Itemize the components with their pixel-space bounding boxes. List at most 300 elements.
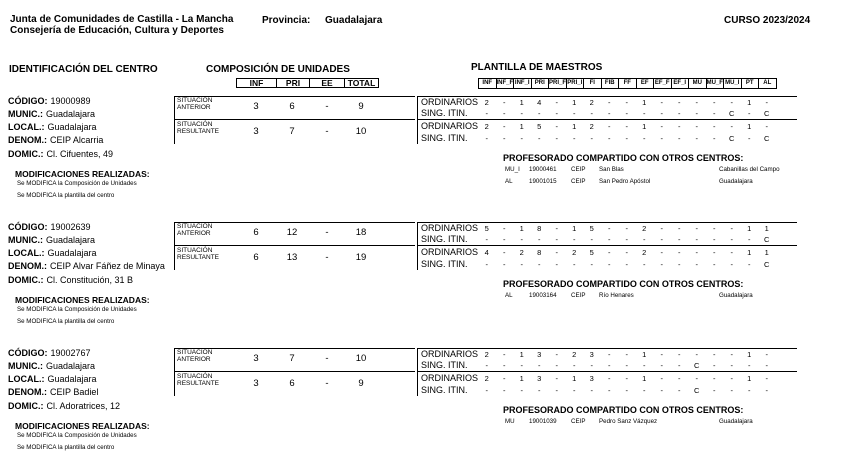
teacher-value: 2 xyxy=(484,374,489,383)
shared-loc: Guadalajara xyxy=(719,292,753,299)
teacher-col-header: PT xyxy=(741,78,760,89)
munic-value: Guadalajara xyxy=(46,235,96,245)
teacher-value: - xyxy=(678,224,681,233)
center-domic xyxy=(8,401,120,411)
teacher-value: - xyxy=(730,235,733,244)
teacher-value: - xyxy=(660,98,663,107)
unit-value-resultante: 6 xyxy=(289,378,295,389)
teacher-value: - xyxy=(573,361,576,370)
teacher-value: C xyxy=(729,109,735,118)
modificacion-item: Se MODIFICA la Composición de Unidades xyxy=(17,432,137,439)
teacher-value: 1 xyxy=(747,374,752,383)
modificaciones-title: MODIFICACIONES REALIZADAS: xyxy=(15,169,150,179)
teacher-value: - xyxy=(713,374,716,383)
teacher-value: - xyxy=(503,98,506,107)
teacher-value: C xyxy=(764,260,770,269)
teacher-col-header: INF_F xyxy=(496,78,515,89)
teacher-value: 4 xyxy=(537,98,542,107)
teacher-col-header: MU xyxy=(688,78,707,89)
teacher-value: - xyxy=(660,224,663,233)
local-value: Guadalajara xyxy=(47,248,97,258)
teacher-value: - xyxy=(713,235,716,244)
teacher-value: - xyxy=(625,224,628,233)
modificacion-item: Se MODIFICA la Composición de Unidades xyxy=(17,180,137,187)
sit-word: SITUACIÓN xyxy=(177,247,213,254)
denom-value: CEIP Alvar Fáñez de Minaya xyxy=(50,261,165,271)
munic-value: Guadalajara xyxy=(46,361,96,371)
teacher-value: - xyxy=(678,374,681,383)
teacher-value: - xyxy=(730,350,733,359)
teacher-col-header: MU_F xyxy=(706,78,725,89)
teacher-value: - xyxy=(485,109,488,118)
unit-value-resultante: 13 xyxy=(286,252,298,263)
teacher-value: - xyxy=(695,235,698,244)
teacher-value: - xyxy=(730,122,733,131)
teacher-value: - xyxy=(503,374,506,383)
teacher-col-header: FF xyxy=(618,78,637,89)
teacher-value: - xyxy=(485,260,488,269)
divider xyxy=(417,222,418,270)
teacher-value: - xyxy=(748,260,751,269)
teacher-value: - xyxy=(520,361,523,370)
teacher-value: - xyxy=(520,134,523,143)
teacher-col-header: EF_I xyxy=(671,78,690,89)
teacher-value: - xyxy=(643,235,646,244)
domic-value: Cl. Cifuentes, 49 xyxy=(46,149,114,159)
center-denom xyxy=(8,135,103,145)
teacher-value: - xyxy=(555,260,558,269)
teacher-value: - xyxy=(625,235,628,244)
teacher-col-header: PRI xyxy=(531,78,550,89)
ordinarios-label: ORDINARIOS xyxy=(421,97,479,107)
shared-name: Pedro Sanz Vázquez xyxy=(599,418,658,425)
local-label: LOCAL.: xyxy=(8,122,45,132)
teacher-value: - xyxy=(503,235,506,244)
center-denom xyxy=(8,261,165,271)
teacher-value: - xyxy=(538,361,541,370)
teacher-value: - xyxy=(730,374,733,383)
unit-value-anterior: 3 xyxy=(253,101,259,112)
teacher-value: - xyxy=(713,386,716,395)
unit-value-anterior: 10 xyxy=(355,353,367,364)
codigo-label: CÓDIGO: xyxy=(8,348,48,358)
teacher-value: C xyxy=(694,361,700,370)
teacher-value: - xyxy=(625,374,628,383)
teacher-value: 1 xyxy=(642,374,647,383)
codigo-value: 19002767 xyxy=(50,348,91,358)
teacher-value: - xyxy=(538,386,541,395)
divider xyxy=(174,222,175,270)
shared-name: San Pedro Apóstol xyxy=(599,178,651,185)
codigo-label: CÓDIGO: xyxy=(8,96,48,106)
shared-code: 19001039 xyxy=(529,418,557,425)
sit-kind: ANTERIOR xyxy=(177,230,211,237)
teacher-value: - xyxy=(695,248,698,257)
teacher-value: - xyxy=(748,361,751,370)
section-composicion: COMPOSICIÓN DE UNIDADES xyxy=(206,64,350,75)
teacher-value: - xyxy=(538,109,541,118)
unit-col-header: PRI xyxy=(276,78,310,88)
munic-label: MUNIC.: xyxy=(8,109,43,119)
shared-loc: Guadalajara xyxy=(719,418,753,425)
domic-value: Cl. Constitución, 31 B xyxy=(46,275,134,285)
teacher-value: - xyxy=(538,235,541,244)
teacher-value: - xyxy=(485,386,488,395)
unit-value-resultante: 3 xyxy=(253,126,259,137)
situacion-resultante-label xyxy=(177,247,219,261)
teacher-value: - xyxy=(643,386,646,395)
teacher-value: - xyxy=(520,235,523,244)
unit-value-anterior: 9 xyxy=(358,101,364,112)
teacher-value: - xyxy=(608,134,611,143)
ordinarios-label: ORDINARIOS xyxy=(421,373,479,383)
teacher-value: 1 xyxy=(572,374,577,383)
teacher-value: - xyxy=(625,260,628,269)
teacher-value: - xyxy=(625,98,628,107)
teacher-value: 3 xyxy=(589,350,594,359)
teacher-value: - xyxy=(590,109,593,118)
teacher-value: - xyxy=(625,248,628,257)
teacher-value: - xyxy=(695,134,698,143)
unit-value-anterior: 12 xyxy=(286,227,298,238)
modificaciones-title: MODIFICACIONES REALIZADAS: xyxy=(15,295,150,305)
teacher-value: - xyxy=(730,386,733,395)
teacher-value: - xyxy=(573,386,576,395)
teacher-value: C xyxy=(694,386,700,395)
org-department: Consejería de Educación, Cultura y Deportes xyxy=(10,25,224,36)
teacher-col-header: INF xyxy=(478,78,497,89)
teacher-value: 1 xyxy=(572,224,577,233)
teacher-value: - xyxy=(713,361,716,370)
teacher-value: - xyxy=(555,248,558,257)
teacher-value: 1 xyxy=(519,122,524,131)
teacher-value: - xyxy=(625,134,628,143)
teacher-value: - xyxy=(573,109,576,118)
teacher-value: - xyxy=(608,374,611,383)
domic-value: Cl. Adoratrices, 12 xyxy=(46,401,121,411)
teacher-value: - xyxy=(485,361,488,370)
teacher-value: - xyxy=(608,386,611,395)
local-value: Guadalajara xyxy=(47,374,97,384)
teacher-value: - xyxy=(678,122,681,131)
teacher-value: 1 xyxy=(747,98,752,107)
teacher-value: 2 xyxy=(519,248,524,257)
teacher-value: - xyxy=(695,109,698,118)
denom-label: DENOM.: xyxy=(8,261,47,271)
modificacion-item: Se MODIFICA la Composición de Unidades xyxy=(17,306,137,313)
teacher-value: - xyxy=(608,98,611,107)
teacher-value: - xyxy=(503,386,506,395)
teacher-value: - xyxy=(660,235,663,244)
teacher-col-header: FI xyxy=(583,78,602,89)
denom-value: CEIP Alcarria xyxy=(50,135,104,145)
unit-col-header: INF xyxy=(236,78,277,88)
unit-value-anterior: 6 xyxy=(289,101,295,112)
unit-value-anterior: 6 xyxy=(253,227,259,238)
shared-code: 19003164 xyxy=(529,292,557,299)
sit-kind: RESULTANTE xyxy=(177,128,220,135)
teacher-value: - xyxy=(678,350,681,359)
sing_itin-label: SING. ITIN. xyxy=(421,234,468,244)
center-local xyxy=(8,122,97,132)
teacher-value: - xyxy=(625,122,628,131)
unit-value-resultante: 10 xyxy=(355,126,367,137)
teacher-value: 5 xyxy=(537,122,542,131)
divider xyxy=(174,245,415,246)
teacher-value: 1 xyxy=(747,350,752,359)
divider xyxy=(174,96,175,144)
modificacion-item: Se MODIFICA la plantilla del centro xyxy=(17,192,115,199)
unit-value-anterior: - xyxy=(325,353,329,364)
teacher-value: - xyxy=(713,109,716,118)
teacher-value: - xyxy=(678,98,681,107)
unit-value-resultante: 19 xyxy=(355,252,367,263)
teacher-value: - xyxy=(608,248,611,257)
unit-value-resultante: - xyxy=(325,378,329,389)
divider xyxy=(417,119,797,120)
teacher-value: - xyxy=(590,386,593,395)
teacher-value: - xyxy=(713,224,716,233)
sit-word: SITUACIÓN xyxy=(177,223,213,230)
teacher-value: 2 xyxy=(484,122,489,131)
ordinarios-label: ORDINARIOS xyxy=(421,349,479,359)
teacher-value: - xyxy=(573,134,576,143)
ordinarios-label: ORDINARIOS xyxy=(421,247,479,257)
teacher-value: - xyxy=(660,122,663,131)
sing_itin-label: SING. ITIN. xyxy=(421,108,468,118)
teacher-value: - xyxy=(643,109,646,118)
teacher-value: - xyxy=(678,361,681,370)
teacher-value: - xyxy=(695,224,698,233)
center-domic xyxy=(8,275,133,285)
teacher-value: - xyxy=(520,109,523,118)
center-codigo xyxy=(8,96,91,106)
teacher-value: 2 xyxy=(572,350,577,359)
teacher-value: - xyxy=(730,248,733,257)
shared-type: CEIP xyxy=(571,166,586,173)
teacher-value: - xyxy=(713,350,716,359)
teacher-value: - xyxy=(695,374,698,383)
teacher-col-header: FIB xyxy=(601,78,620,89)
teacher-value: 1 xyxy=(642,350,647,359)
teacher-value: - xyxy=(660,374,663,383)
unit-value-resultante: - xyxy=(325,126,329,137)
teacher-value: - xyxy=(730,361,733,370)
divider xyxy=(174,371,415,372)
teacher-value: - xyxy=(660,109,663,118)
teacher-value: 1 xyxy=(764,224,769,233)
teacher-value: - xyxy=(765,386,768,395)
teacher-value: 1 xyxy=(642,98,647,107)
teacher-value: 1 xyxy=(519,224,524,233)
teacher-col-header: MU_I xyxy=(723,78,742,89)
teacher-value: - xyxy=(660,386,663,395)
teacher-value: - xyxy=(555,235,558,244)
divider xyxy=(174,348,175,396)
teacher-value: - xyxy=(695,98,698,107)
teacher-value: - xyxy=(503,224,506,233)
teacher-value: - xyxy=(713,260,716,269)
teacher-value: - xyxy=(485,235,488,244)
local-label: LOCAL.: xyxy=(8,248,45,258)
teacher-value: - xyxy=(503,122,506,131)
teacher-value: 1 xyxy=(519,374,524,383)
situacion-anterior-label xyxy=(177,349,212,363)
teacher-value: 1 xyxy=(747,122,752,131)
situacion-resultante-label xyxy=(177,373,219,387)
sing_itin-label: SING. ITIN. xyxy=(421,259,468,269)
divider xyxy=(417,96,418,144)
teacher-value: 1 xyxy=(519,350,524,359)
teacher-value: - xyxy=(730,98,733,107)
divider xyxy=(417,371,797,372)
teacher-value: - xyxy=(608,122,611,131)
teacher-value: - xyxy=(748,109,751,118)
teacher-value: - xyxy=(555,122,558,131)
teacher-value: 3 xyxy=(537,374,542,383)
sit-word: SITUACIÓN xyxy=(177,373,213,380)
teacher-value: - xyxy=(730,260,733,269)
teacher-value: - xyxy=(503,248,506,257)
center-local xyxy=(8,374,97,384)
shared-esp: MU xyxy=(505,418,515,425)
teacher-value: - xyxy=(765,350,768,359)
teacher-col-header: INF_I xyxy=(513,78,532,89)
unit-col-header: TOTAL xyxy=(344,78,379,88)
teacher-value: - xyxy=(643,361,646,370)
shared-esp: AL xyxy=(505,178,513,185)
divider xyxy=(417,245,797,246)
shared-esp: AL xyxy=(505,292,513,299)
center-codigo xyxy=(8,348,91,358)
teacher-value: - xyxy=(555,361,558,370)
munic-label: MUNIC.: xyxy=(8,235,43,245)
local-label: LOCAL.: xyxy=(8,374,45,384)
teacher-value: - xyxy=(713,248,716,257)
codigo-value: 19000989 xyxy=(50,96,91,106)
unit-value-anterior: 18 xyxy=(355,227,367,238)
teacher-value: - xyxy=(748,235,751,244)
teacher-value: - xyxy=(695,350,698,359)
teacher-col-header: EF xyxy=(636,78,655,89)
unit-value-resultante: 3 xyxy=(253,378,259,389)
teacher-value: - xyxy=(678,109,681,118)
teacher-value: - xyxy=(503,109,506,118)
unit-value-anterior: 3 xyxy=(253,353,259,364)
center-local xyxy=(8,248,97,258)
teacher-value: C xyxy=(764,109,770,118)
teacher-col-header: PRI_I xyxy=(566,78,585,89)
teacher-value: - xyxy=(555,134,558,143)
teacher-value: 2 xyxy=(642,224,647,233)
compartido-title: PROFESORADO COMPARTIDO CON OTROS CENTROS: xyxy=(503,279,744,289)
provincia-value: Guadalajara xyxy=(325,15,383,26)
sit-kind: ANTERIOR xyxy=(177,356,211,363)
shared-code: 19000461 xyxy=(529,166,557,173)
domic-label: DOMIC.: xyxy=(8,401,44,411)
teacher-value: - xyxy=(608,224,611,233)
sing_itin-label: SING. ITIN. xyxy=(421,133,468,143)
teacher-value: - xyxy=(608,350,611,359)
sing_itin-label: SING. ITIN. xyxy=(421,360,468,370)
situacion-anterior-label xyxy=(177,97,212,111)
teacher-value: 3 xyxy=(537,350,542,359)
teacher-value: C xyxy=(764,235,770,244)
unit-value-anterior: - xyxy=(325,227,329,238)
shared-loc: Guadalajara xyxy=(719,178,753,185)
teacher-value: - xyxy=(555,98,558,107)
teacher-col-header: EF_F xyxy=(653,78,672,89)
teacher-value: 2 xyxy=(572,248,577,257)
teacher-value: - xyxy=(660,260,663,269)
unit-value-resultante: 9 xyxy=(358,378,364,389)
center-munic xyxy=(8,235,95,245)
teacher-value: C xyxy=(764,134,770,143)
teacher-value: - xyxy=(625,386,628,395)
shared-loc: Cabanillas del Campo xyxy=(719,166,780,173)
teacher-value: - xyxy=(485,134,488,143)
unit-value-resultante: - xyxy=(325,252,329,263)
teacher-value: - xyxy=(608,109,611,118)
teacher-value: C xyxy=(729,134,735,143)
munic-value: Guadalajara xyxy=(46,109,96,119)
sit-kind: ANTERIOR xyxy=(177,104,211,111)
denom-label: DENOM.: xyxy=(8,135,47,145)
modificacion-item: Se MODIFICA la plantilla del centro xyxy=(17,444,115,451)
sit-kind: RESULTANTE xyxy=(177,380,220,387)
teacher-value: 1 xyxy=(572,98,577,107)
teacher-value: - xyxy=(555,374,558,383)
teacher-value: - xyxy=(520,260,523,269)
center-munic xyxy=(8,361,95,371)
teacher-value: - xyxy=(555,386,558,395)
shared-type: CEIP xyxy=(571,292,586,299)
teacher-value: - xyxy=(625,350,628,359)
org-name: Junta de Comunidades de Castilla - La Mancha xyxy=(10,14,234,25)
teacher-value: - xyxy=(660,361,663,370)
unit-value-resultante: 7 xyxy=(289,126,295,137)
ordinarios-label: ORDINARIOS xyxy=(421,121,479,131)
codigo-value: 19002639 xyxy=(50,222,91,232)
teacher-value: 8 xyxy=(537,248,542,257)
provincia-label: Provincia: xyxy=(262,15,311,26)
teacher-value: - xyxy=(748,386,751,395)
teacher-value: - xyxy=(503,361,506,370)
codigo-label: CÓDIGO: xyxy=(8,222,48,232)
teacher-value: - xyxy=(555,350,558,359)
teacher-value: - xyxy=(538,260,541,269)
shared-name: Río Henares xyxy=(599,292,634,299)
denom-value: CEIP Badiel xyxy=(50,387,99,397)
teacher-value: - xyxy=(660,350,663,359)
teacher-value: - xyxy=(555,109,558,118)
divider xyxy=(174,119,415,120)
teacher-value: - xyxy=(678,134,681,143)
sing_itin-label: SING. ITIN. xyxy=(421,385,468,395)
shared-esp: MU_I xyxy=(505,166,520,173)
domic-label: DOMIC.: xyxy=(8,275,44,285)
teacher-value: - xyxy=(503,260,506,269)
munic-label: MUNIC.: xyxy=(8,361,43,371)
teacher-value: 2 xyxy=(484,350,489,359)
sit-word: SITUACIÓN xyxy=(177,121,213,128)
teacher-value: - xyxy=(765,361,768,370)
center-denom xyxy=(8,387,98,397)
teacher-value: - xyxy=(713,134,716,143)
teacher-value: 2 xyxy=(589,98,594,107)
teacher-value: - xyxy=(643,260,646,269)
shared-name: San Blas xyxy=(599,166,624,173)
